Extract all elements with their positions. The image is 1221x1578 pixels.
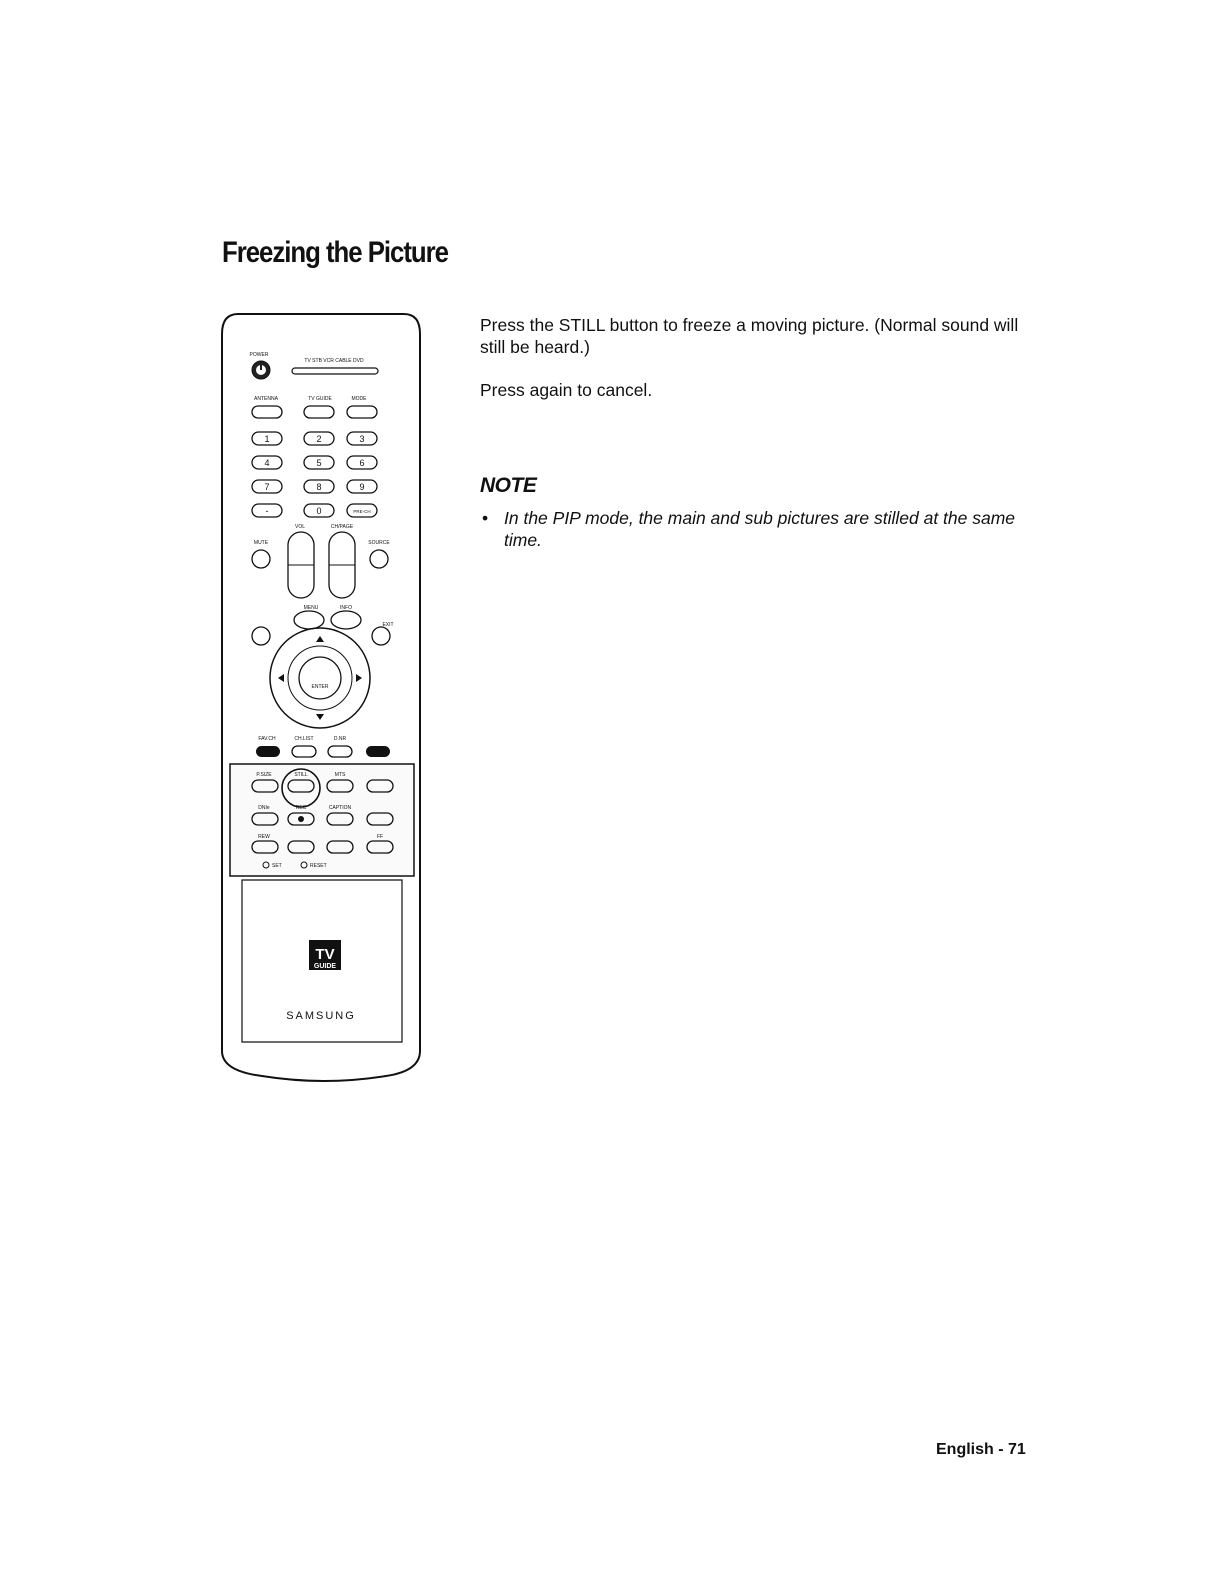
remote-control-illustration [216,306,432,1088]
antenna-label: ANTENNA [254,396,278,402]
menu-label: MENU [303,605,319,611]
psize-label: P.SIZE [256,772,272,778]
vol-label: VOL [294,524,306,530]
instruction-paragraph: Press the STILL button to freeze a moving picture. (Normal sound will still be heard.) [480,315,1019,357]
color-button-4 [366,746,390,757]
key-6-label: 6 [359,458,365,468]
note-item [480,507,1025,551]
caption-label: CAPTION [328,805,352,811]
chlist-label: CH.LIST [294,736,314,742]
power-label: POWER [249,352,269,358]
tv-guide-logo-bottom: GUIDE [313,963,337,970]
key-7-label: 7 [264,482,270,492]
dnr-label: D.NR [333,736,347,742]
ch-label: CH/PAGE [330,524,354,530]
mute-label: MUTE [253,540,269,546]
key-1-label: 1 [264,434,270,444]
rec-label: REC [295,805,307,811]
key-2-label: 2 [316,434,322,444]
tvguide-label: TV GUIDE [308,396,332,402]
tv-guide-logo [309,940,341,970]
exit-label: EXIT [382,622,394,628]
bullet-icon: • [482,508,489,528]
note-heading: NOTE [480,474,537,497]
page-number: English - 71 [936,1441,1026,1458]
ff-label: FF [376,834,384,840]
key-0-label: 0 [316,506,322,516]
source-label: SOURCE [368,540,390,546]
reset-label: RESET [310,863,327,869]
enter-label: ENTER [311,684,329,690]
favch-button [256,746,280,757]
key-9-label: 9 [359,482,365,492]
instructions [480,314,1040,422]
dnie-label: DNIe [258,805,270,811]
tv-guide-logo-top: TV [315,946,335,963]
page-title: Freezing the Picture [222,236,448,269]
mode-label: MODE [351,396,367,402]
key-5-label: 5 [316,458,322,468]
key-dash-label: - [265,506,269,516]
note-item-text: In the PIP mode, the main and sub pictures are stilled at the same time. [504,508,1016,550]
instruction-paragraph: Press again to cancel. [480,380,653,400]
rew-label: REW [258,834,270,840]
key-4-label: 4 [264,458,270,468]
info-label: INFO [340,605,352,611]
note-list [480,507,1025,551]
mts-label: MTS [334,772,346,778]
key-8-label: 8 [316,482,322,492]
set-label: SET [272,863,282,869]
mode-labels: TV STB VCR CABLE DVD [304,358,364,364]
still-label: STILL [294,772,308,778]
brand-logo: SAMSUNG [286,1010,356,1022]
key-prech-label: PRE-CH [353,509,371,514]
favch-label: FAV.CH [258,736,276,742]
remote-button-panel [230,764,414,876]
key-3-label: 3 [359,434,365,444]
